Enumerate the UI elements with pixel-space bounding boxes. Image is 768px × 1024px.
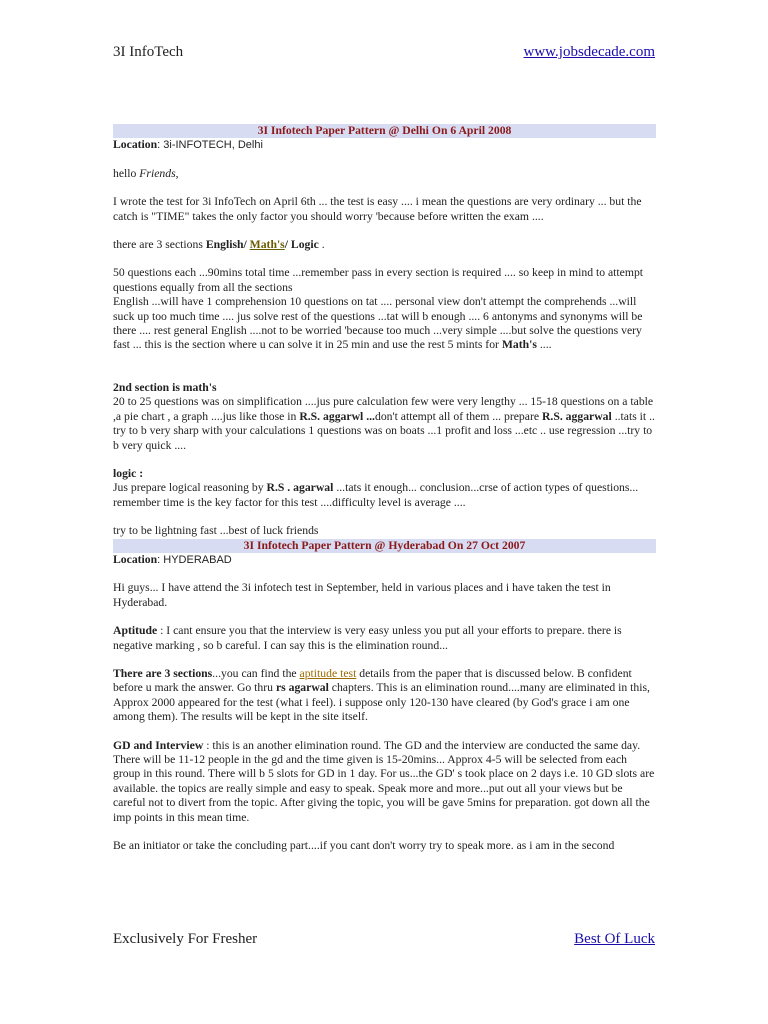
footer-left-text: Exclusively For Fresher xyxy=(113,931,258,947)
section-band-hyderabad: 3I Infotech Paper Pattern @ Hyderabad On 27 Oct 2007 xyxy=(113,539,656,553)
header-brand: 3I InfoTech xyxy=(113,44,184,60)
sections-end: . xyxy=(318,238,325,252)
paragraph-english xyxy=(113,295,656,353)
aptitude-test-link[interactable]: aptitude test xyxy=(299,666,357,680)
paragraph-three-sections xyxy=(113,667,656,725)
page-footer xyxy=(113,931,655,953)
paragraph-logic xyxy=(113,481,656,510)
sections-slash: / xyxy=(284,238,291,252)
english-maths-bold: Math's xyxy=(501,338,537,352)
aptitude-text: : I cant ensure you that the interview is very easy unless you put all your efforts to prepare. there is negative marking , so b careful. I can say this is the elimination round... xyxy=(113,624,622,652)
maths-text-b: don't attempt all of them ... prepare xyxy=(374,409,542,423)
greeting-em: Friends xyxy=(139,166,176,180)
three-sections-label: There are 3 sections xyxy=(113,666,213,680)
sections-english: English xyxy=(205,238,244,252)
english-text: English ...will have 1 comprehension 10 questions on tat .... personal view don't attempt the comprehends ...will suck up too much time .... jus solve rest of the questions ...tat will b enough .... 6 antonyms and synonyms will be there .... rest general English ....not to be worried 'because too much ...very simple ....but solve the questions very fast ... this is the section where u can solve it in 25 min and use the rest 5 mints for xyxy=(113,295,643,352)
page-header xyxy=(113,44,655,66)
paragraph-last: Be an initiator or take the concluding part....if you cant don't worry try to speak more. as i am in the second xyxy=(113,839,615,853)
maths-heading: 2nd section is math's xyxy=(113,380,217,394)
aptitude-label: Aptitude xyxy=(113,624,158,638)
greeting-end: , xyxy=(175,166,179,180)
location-label: Location xyxy=(113,552,158,566)
paragraph-gd-interview xyxy=(113,739,656,825)
rs-agarwal-bold: rs agarwal xyxy=(275,681,329,695)
maths-text-a: 20 to 25 questions was on simplification ....jus pure calculation few were very lengthy ... 15-18 questions on a table ,a pie chart , a graph ....jus like those in xyxy=(113,395,654,423)
location-hyderabad xyxy=(113,553,656,567)
rs-aggarwal-bold: R.S. aggarwl ... xyxy=(299,409,375,423)
heading-maths-section xyxy=(113,381,656,395)
location-delhi xyxy=(113,138,656,152)
three-text-a: ...you can find the xyxy=(212,666,300,680)
document-body xyxy=(113,124,656,853)
english-end: .... xyxy=(536,338,552,352)
logic-text-a: Jus prepare logical reasoning by xyxy=(113,481,267,495)
rs-agarwal-bold: R.S . agarwal xyxy=(266,481,334,495)
maths-link[interactable]: Math's xyxy=(249,238,285,252)
sections-logic: Logic xyxy=(290,238,319,252)
paragraph-questions: 50 questions each ...90mins total time ...remember pass in every section is required .... so keep in mind to attempt questions equally from all the sections xyxy=(113,266,644,294)
gd-interview-text: : this is an another elimination round. The GD and the interview are conducted the same day. There will be 11-12 people in the gd and the time given is 15-20mins... Approx 4-5 will be selected from each group in this round. There will b 5 slots for GD in 1 day. For us...the GD' s took place on 2 days i.e. 10 GD slots are available. the topics are really simple and easy to speak. Speak more and more...put out all your views but be careful not to divert from the topic. After giving the topic, you will be gave 5mins for preparation. got down all the imp points in this mean time. xyxy=(113,738,655,824)
greeting xyxy=(113,167,656,181)
sections-pre: there are 3 sections xyxy=(113,238,206,252)
three-text-b: details from the paper that is discussed below. B confident before u mark the answer. Go thru xyxy=(113,666,632,695)
paragraph-hi-guys: Hi guys... I have attend the 3i infotech test in September, held in various places and i have taken the test in Hyderabad. xyxy=(113,581,611,609)
header-site-link[interactable]: www.jobsdecade.com xyxy=(523,44,655,60)
paragraph-maths xyxy=(113,395,656,453)
location-value: : 3i-INFOTECH, Delhi xyxy=(157,139,263,152)
footer-best-of-luck-link[interactable]: Best Of Luck xyxy=(574,931,655,947)
gd-interview-label: GD and Interview xyxy=(113,738,204,752)
logic-heading: logic : xyxy=(113,466,144,480)
sections-slash: / xyxy=(243,238,250,252)
sections-line xyxy=(113,238,656,252)
three-text-c: chapters. This is an elimination round....many are eliminated in this, Approx 2000 appeared for the test (what i feel). i suppose only 120-130 have cleared (by God's grace i am one among them). The results will be kept in the site itself. xyxy=(113,681,650,724)
paragraph-aptitude xyxy=(113,624,656,653)
paragraph-closing: try to be lightning fast ...best of luck friends xyxy=(113,524,319,538)
location-value: : HYDERABAD xyxy=(157,553,232,566)
greeting-text: hello xyxy=(113,166,140,180)
heading-logic xyxy=(113,467,656,481)
section-band-delhi: 3I Infotech Paper Pattern @ Delhi On 6 April 2008 xyxy=(113,124,656,138)
logic-text-b: ...tats it enough... conclusion...crse of action types of questions... remember time is the key factor for this test ....difficulty level is average .... xyxy=(113,481,639,509)
maths-text-c: ..tats it .. try to b very sharp with your calculations 1 questions was on boats ...1 profit and loss ...etc .. use regression ...try to b very quick .... xyxy=(113,409,655,452)
paragraph-intro: I wrote the test for 3i InfoTech on April 6th ... the test is easy .... i mean the questions are very ordinary ... but the catch is "TIME" takes the only factor you should worry 'because before written the exam .... xyxy=(113,195,642,223)
rs-aggarwal-bold: R.S. aggarwal xyxy=(541,409,612,423)
location-label: Location xyxy=(113,138,158,152)
